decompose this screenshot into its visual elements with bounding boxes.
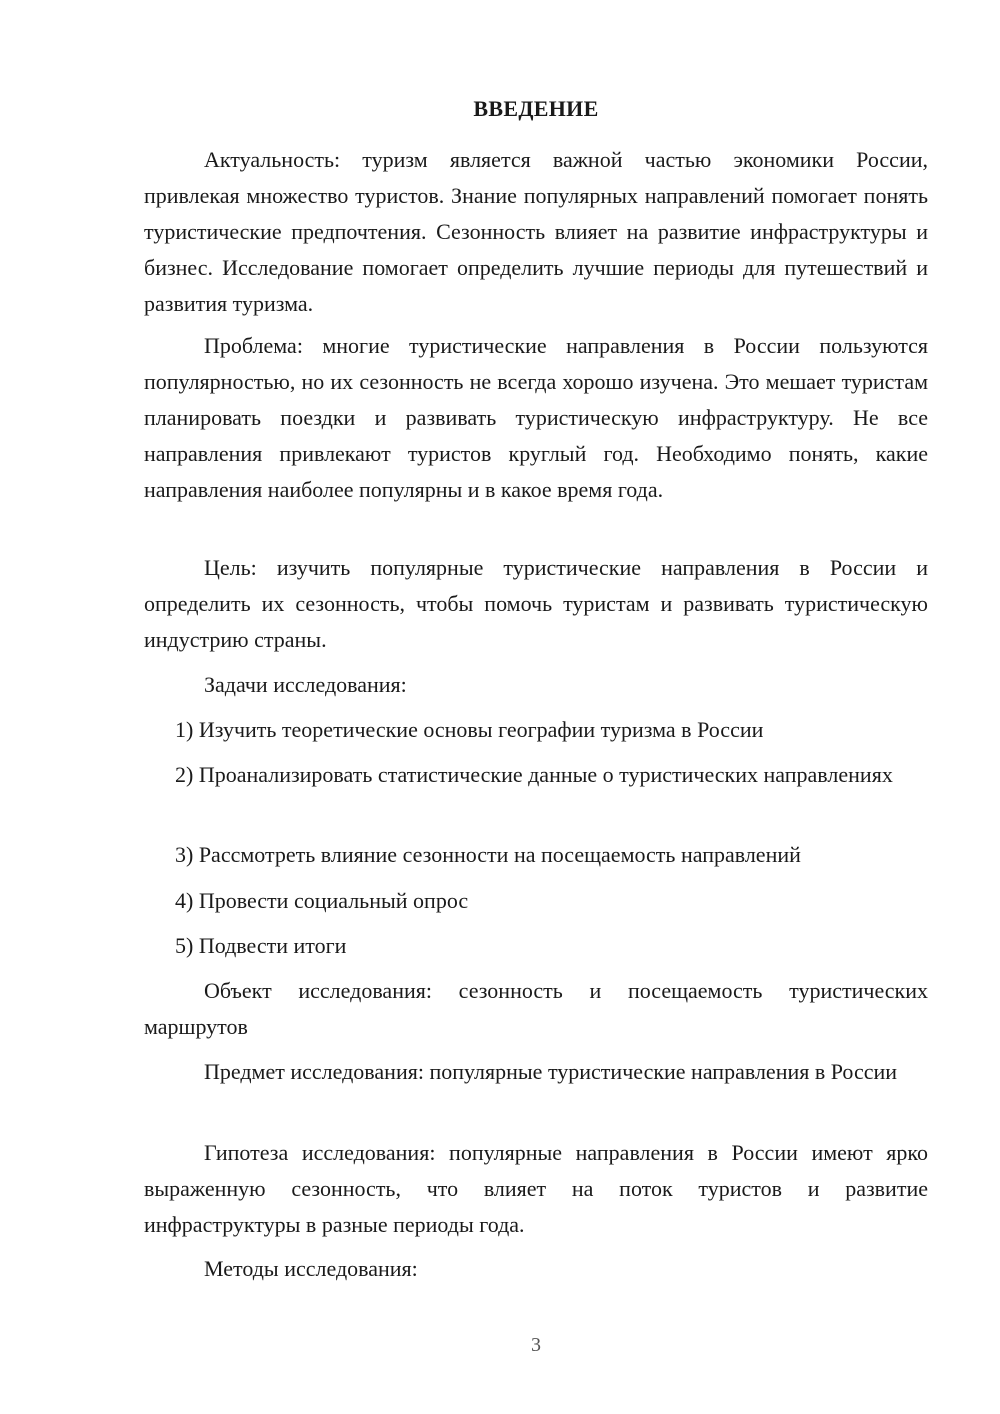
hypothesis-paragraph: Гипотеза исследования: популярные направления в России имеют ярко выраженную сезонность, что влияет на поток туристов и развитие инфраструктуры в разные периоды года. bbox=[144, 1140, 928, 1237]
subject-paragraph: Предмет исследования: популярные туристические направления в России bbox=[204, 1059, 898, 1084]
task-item-4: 4) Провести социальный опрос bbox=[175, 888, 469, 913]
task-item-2: 2) Проанализировать статистические данные о туристических направлениях bbox=[175, 762, 893, 787]
section-heading: ВВЕДЕНИЕ bbox=[473, 96, 599, 121]
task-item-3: 3) Рассмотреть влияние сезонности на посещаемость направлений bbox=[175, 842, 801, 867]
relevance-paragraph: Актуальность: туризм является важной частью экономики России, привлекая множество туристов. Знание популярных направлений помогает понять туристические предпочтения. Сезонность влияет на развитие инфраструктуры и бизнес. Исследование помогает определить лучшие периоды для путешествий и развития туризма. bbox=[144, 147, 928, 316]
methods-title: Методы исследования: bbox=[204, 1256, 418, 1281]
object-paragraph: Объект исследования: сезонность и посещаемость туристических маршрутов bbox=[144, 978, 928, 1039]
problem-paragraph: Проблема: многие туристические направления в России пользуются популярностью, но их сезонность не всегда хорошо изучена. Это мешает туристам планировать поездки и развивать туристическую инфраструктуру. Не все направления привлекают туристов круглый год. Необходимо понять, какие направления наиболее популярны и в какое время года. bbox=[144, 333, 928, 502]
tasks-title: Задачи исследования: bbox=[204, 672, 407, 697]
goal-paragraph: Цель: изучить популярные туристические направления в России и определить их сезонность, чтобы помочь туристам и развивать туристическую индустрию страны. bbox=[144, 555, 928, 652]
task-item-5: 5) Подвести итоги bbox=[175, 933, 347, 958]
page-number: 3 bbox=[531, 1334, 541, 1356]
task-item-1: 1) Изучить теоретические основы географии туризма в России bbox=[175, 717, 764, 742]
